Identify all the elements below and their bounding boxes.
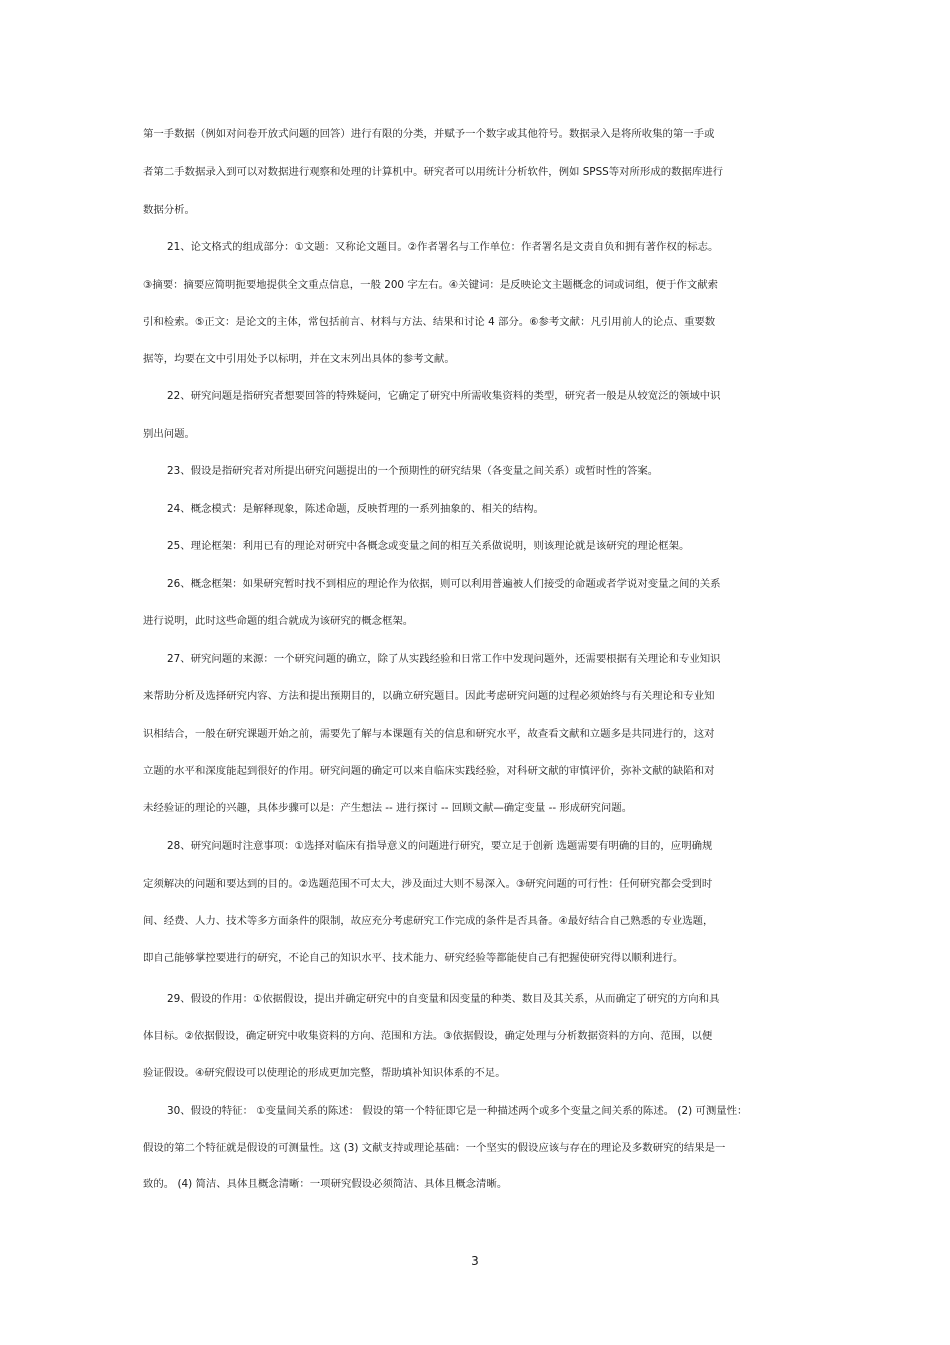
text-line: 别出问题。 <box>143 428 195 440</box>
paragraph-30-line: 30、假设的特征： ①变量间关系的陈述： 假设的第一个特征即它是一种描述两个或多个变量之间关系的陈述。 (2) 可测量性： <box>167 1105 748 1117</box>
paragraph-25-line: 25、理论框架：利用已有的理论对研究中各概念或变量之间的相互关系做说明，则该理论就是该研究的理论框架。 <box>167 540 690 552</box>
text-line: 即自己能够掌控要进行的研究，不论自己的知识水平、技术能力、研究经验等都能使自己有把握使研究得以顺利进行。 <box>143 952 684 964</box>
text-line: 间、经费、人力、技术等多方面条件的限制，故应充分考虑研究工作完成的条件是否具备。④最好结合自己熟悉的专业选题， <box>143 915 714 927</box>
paragraph-23-line: 23、假设是指研究者对所提出研究问题提出的一个预期性的研究结果（各变量之间关系）或暂时性的答案。 <box>167 465 659 477</box>
text-line: 体目标。②依据假设，确定研究中收集资料的方向、范围和方法。③依据假设，确定处理与分析数据资料的方向、范围，以便 <box>143 1030 713 1042</box>
paragraph-21-line: 21、论文格式的组成部分：①文题：又称论文题目。②作者署名与工作单位：作者署名是文责自负和拥有著作权的标志。 <box>167 241 719 253</box>
text-line: ③摘要：摘要应简明扼要地提供全文重点信息，一般 200 字左右。④关键词：是反映论文主题概念的词或词组，便于作文献索 <box>143 279 718 291</box>
page-number: 3 <box>471 1254 479 1268</box>
text-line: 进行说明，此时这些命题的组合就成为该研究的概念框架。 <box>143 615 414 627</box>
text-line: 数据分析。 <box>143 204 195 216</box>
paragraph-22-line: 22、研究问题是指研究者想要回答的特殊疑问，它确定了研究中所需收集资料的类型，研究者一般是从较宽泛的领域中识 <box>167 390 721 402</box>
text-line: 识相结合，一般在研究课题开始之前，需要先了解与本课题有关的信息和研究水平，故查看文献和立题多是共同进行的，这对 <box>143 728 715 740</box>
paragraph-27-line: 27、研究问题的来源：一个研究问题的确立，除了从实践经验和日常工作中发现问题外，还需要根据有关理论和专业知识 <box>167 653 721 665</box>
text-line: 立题的水平和深度能起到很好的作用。研究问题的确定可以来自临床实践经验，对科研文献的审慎评价，弥补文献的缺陷和对 <box>143 765 715 777</box>
text-line: 假设的第二个特征就是假设的可测量性。这 (3) 文献支持或理论基础：一个坚实的假设应该与存在的理论及多数研究的结果是一 <box>143 1142 726 1154</box>
text-line: 第一手数据（例如对问卷开放式问题的回答）进行有限的分类，并赋予一个数字或其他符号。数据录入是将所收集的第一手或 <box>143 128 715 140</box>
text-line: 据等，均要在文中引用处予以标明，并在文末列出具体的参考文献。 <box>143 353 455 365</box>
text-line: 者第二手数据录入到可以对数据进行观察和处理的计算机中。研究者可以用统计分析软件，例如 SPSS等对所形成的数据库进行 <box>143 166 724 178</box>
text-line: 未经验证的理论的兴趣，具体步骤可以是：产生想法 -- 进行探讨 -- 回顾文献—确定变量 -- 形成研究问题。 <box>143 802 633 814</box>
text-line: 验证假设。④研究假设可以使理论的形成更加完整，帮助填补知识体系的不足。 <box>143 1067 506 1079</box>
paragraph-28-line: 28、研究问题时注意事项：①选择对临床有指导意义的问题进行研究，要立足于创新 选题需要有明确的目的，应明确规 <box>167 840 713 852</box>
paragraph-24-line: 24、概念模式：是解释现象，陈述命题，反映哲理的一系列抽象的、相关的结构。 <box>167 503 544 515</box>
text-line: 致的。 (4) 简洁、具体且概念清晰：一项研究假设必须简洁、具体且概念清晰。 <box>143 1178 508 1190</box>
text-line: 定须解决的问题和要达到的目的。②选题范围不可太大，涉及面过大则不易深入。③研究问题的可行性：任何研究都会受到时 <box>143 878 713 890</box>
paragraph-26-line: 26、概念框架：如果研究暂时找不到相应的理论作为依据，则可以利用普遍被人们接受的命题或者学说对变量之间的关系 <box>167 578 721 590</box>
paragraph-29-line: 29、假设的作用：①依据假设，提出并确定研究中的自变量和因变量的种类、数目及其关系，从而确定了研究的方向和具 <box>167 993 720 1005</box>
text-line: 来帮助分析及选择研究内容、方法和提出预期目的，以确立研究题目。因此考虑研究问题的过程必须始终与有关理论和专业知 <box>143 690 715 702</box>
text-line: 引和检索。⑤正文：是论文的主体，常包括前言、材料与方法、结果和讨论 4 部分。⑥参考文献：凡引用前人的论点、重要数 <box>143 316 716 328</box>
